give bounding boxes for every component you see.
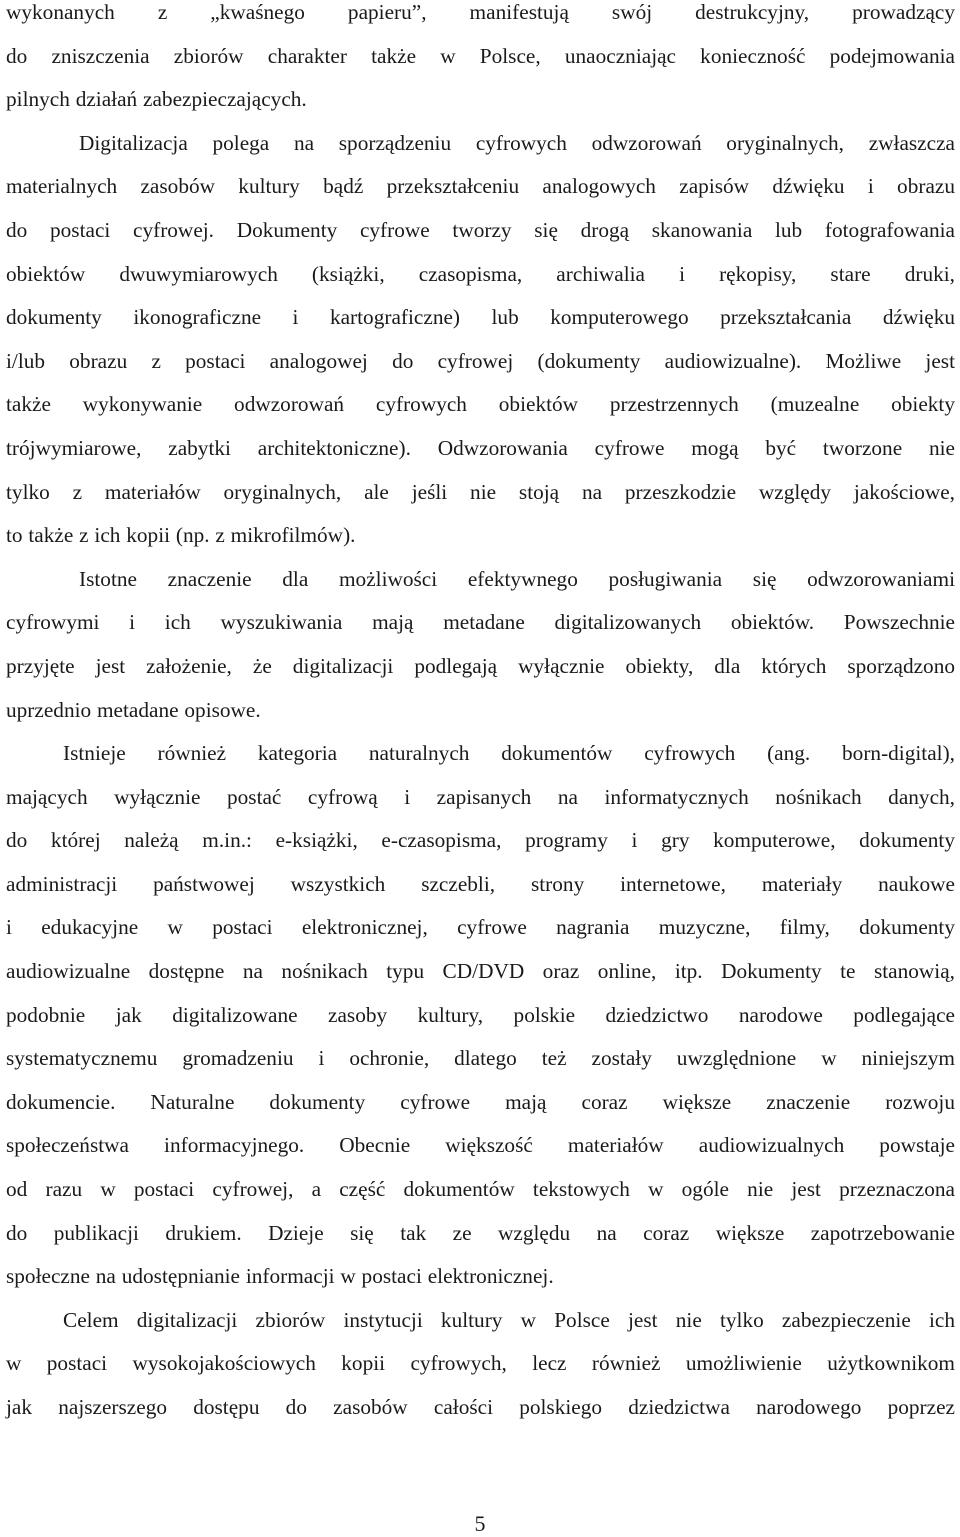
text-line: Digitalizacja polega na sporządzeniu cyfrowych odwzorowań oryginalnych, zwłaszcza [79, 130, 955, 155]
text-line: społeczne na udostępnianie informacji w postaci elektronicznej. [6, 1264, 554, 1289]
text-line: Celem digitalizacji zbiorów instytucji kultury w Polsce jest nie tylko zabezpieczenie ich [63, 1307, 955, 1332]
text-line: audiowizualne dostępne na nośnikach typu CD/DVD oraz online, itp. Dokumenty te stanowią, [6, 959, 955, 984]
text-line: także wykonywanie odwzorowań cyfrowych obiektów przestrzennych (muzealne obiekty [6, 392, 955, 417]
text-line: pilnych działań zabezpieczających. [6, 87, 307, 112]
text-line: mających wyłącznie postać cyfrową i zapisanych na informatycznych nośnikach danych, [6, 784, 955, 809]
text-line: Istotne znaczenie dla możliwości efektywnego posługiwania się odwzorowaniami [79, 566, 955, 591]
document-page [6, 0, 955, 1430]
text-line: systematycznemu gromadzeniu i ochronie, dlatego też zostały uwzględnione w niniejszym [6, 1046, 955, 1071]
paragraph-4 [6, 732, 955, 1299]
text-line: uprzednio metadane opisowe. [6, 697, 261, 722]
text-line: trójwymiarowe, zabytki architektoniczne). Odwzorowania cyfrowe mogą być tworzone nie [6, 435, 955, 460]
text-line: jak najszerszego dostępu do zasobów całości polskiego dziedzictwa narodowego poprzez [6, 1395, 955, 1419]
paragraph-5 [6, 1299, 955, 1430]
text-line: tylko z materiałów oryginalnych, ale jeśli nie stoją na przeszkodzie względy jakościowe, [6, 479, 955, 504]
text-line: do publikacji drukiem. Dzieje się tak ze względu na coraz większe zapotrzebowanie [6, 1220, 955, 1245]
text-line: do postaci cyfrowej. Dokumenty cyfrowe tworzy się drogą skanowania lub fotografowania [6, 217, 955, 242]
text-line: materialnych zasobów kultury bądź przekształceniu analogowych zapisów dźwięku i obrazu [6, 174, 955, 199]
text-line: to także z ich kopii (np. z mikrofilmów). [6, 523, 356, 548]
text-line: i edukacyjne w postaci elektronicznej, cyfrowe nagrania muzyczne, filmy, dokumenty [6, 915, 955, 940]
text-line: dokumencie. Naturalne dokumenty cyfrowe mają coraz większe znaczenie rozwoju [6, 1089, 955, 1114]
paragraph-2 [6, 122, 955, 558]
text-line: od razu w postaci cyfrowej, a część dokumentów tekstowych w ogóle nie jest przeznaczona [6, 1177, 955, 1202]
text-line: cyfrowymi i ich wyszukiwania mają metadane digitalizowanych obiektów. Powszechnie [6, 610, 955, 635]
text-line: społeczeństwa informacyjnego. Obecnie większość materiałów audiowizualnych powstaje [6, 1133, 955, 1158]
text-line: Istnieje również kategoria naturalnych dokumentów cyfrowych (ang. born-digital), [63, 741, 955, 766]
text-line: podobnie jak digitalizowane zasoby kultury, polskie dziedzictwo narodowe podlegające [6, 1002, 955, 1027]
text-line: w postaci wysokojakościowych kopii cyfrowych, lecz również umożliwienie użytkownikom [6, 1351, 955, 1376]
paragraph-3 [6, 558, 955, 732]
paragraph-1 [6, 0, 955, 122]
text-line: obiektów dwuwymiarowych (książki, czasopisma, archiwalia i rękopisy, stare druki, [6, 261, 955, 286]
text-line: administracji państwowej wszystkich szczebli, strony internetowe, materiały naukowe [6, 871, 955, 896]
text-line: i/lub obrazu z postaci analogowej do cyfrowej (dokumenty audiowizualne). Możliwe jest [6, 348, 955, 373]
page-number: 5 [474, 1511, 486, 1536]
text-line: do zniszczenia zbiorów charakter także w Polsce, unaoczniając konieczność podejmowania [6, 43, 955, 68]
text-line: wykonanych z „kwaśnego papieru”, manifestują swój destrukcyjny, prowadzący [6, 0, 955, 24]
text-line: przyjęte jest założenie, że digitalizacji podlegają wyłącznie obiekty, dla których sporządzono [6, 653, 955, 678]
text-line: dokumenty ikonograficzne i kartograficzne) lub komputerowego przekształcania dźwięku [6, 305, 955, 330]
text-line: do której należą m.in.: e-książki, e-czasopisma, programy i gry komputerowe, dokumenty [6, 828, 955, 853]
